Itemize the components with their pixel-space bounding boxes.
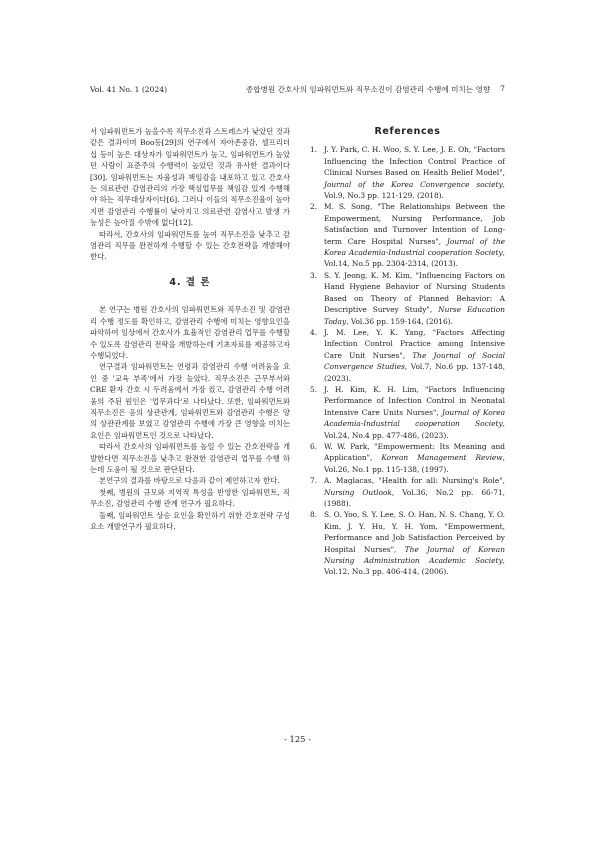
reference-text — [324, 509, 505, 577]
reference-journal: Journal of the Korea Academia-Industrial cooperation Society — [324, 236, 505, 258]
references-heading: References — [374, 126, 441, 137]
reference-text — [324, 270, 505, 327]
reference-item — [310, 441, 505, 475]
section-title-conclusion: 4. 결 론 — [169, 276, 211, 288]
reference-number: 4. — [310, 327, 318, 337]
body-paragraph: 둘째, 임파워먼트 상승 요인을 확인하기 위한 간호전략 구성 요소 개발연구가 필요하다. — [90, 510, 290, 531]
running-header — [90, 84, 505, 95]
reference-journal: The Journal of Social Convergence Studies — [324, 350, 505, 372]
reference-volume-pages: , Vol.7, No.6 pp. 137-148, (2023). — [324, 362, 505, 383]
reference-text — [324, 144, 505, 201]
reference-volume-pages: , Vol.26, No.1 pp. 115-138, (1997). — [324, 453, 505, 474]
reference-list — [310, 144, 505, 577]
reference-number: 2. — [310, 202, 318, 212]
header-title-group — [246, 84, 505, 95]
header-page-number: 7 — [500, 84, 505, 93]
reference-item — [310, 475, 505, 509]
reference-text — [324, 475, 505, 509]
body-paragraph: 서 임파워먼트가 높을수록 직무소진과 스트레스가 낮았던 것과 같은 결과이며 Boo등[29]의 연구에서 자아존중감, 셀프리더십 등이 높은 대상자가 임파워먼트가 높고, 임파워먼트가 높았던 사람이 표준주의 수행력이 높았던 것과 유사한 결과이다[30]. 임파워먼트는 자율성과 책임감을 내포하고 있고 간호사는 의료관련 감염관리의 가장 핵심업무를 책임감 있게 수행해야 하는 직무대상자이다[6]. 그러나 이들의 직무소진율이 높아지면 감염관리 수행률이 낮아지고 의료관련 감염사고 발생 가능성은 높아질 수밖에 없다[12]. — [90, 127, 290, 228]
reference-text — [324, 384, 505, 441]
reference-authors-title: J. Y. Park, C. H. Woo, S. Y. Lee, J. E. Oh, "Factors Influencing the Infection Control Practice of Clinical Nurses Based on Health Belief Model", — [324, 145, 505, 178]
page-footer-number: - 125 - — [284, 734, 311, 744]
body-paragraph: 따라서 간호사의 임파워먼트를 높일 수 있는 간호전략을 개발한다면 직무소진을 낮추고 완전한 감염관리 업무를 수행 하는데 도움이 될 것으로 판단된다. — [90, 442, 290, 474]
references-column — [310, 126, 505, 578]
running-title: 종합병원 간호사의 임파워먼트와 직무소진이 감염관리 수행에 미치는 영향 — [245, 85, 491, 94]
reference-number: 7. — [310, 476, 318, 486]
reference-journal: Korean Management Review — [381, 453, 503, 463]
reference-item — [310, 509, 505, 577]
body-paragraph: 본연구의 결과를 바탕으로 다음과 같이 제언하고자 한다. — [99, 476, 280, 486]
body-paragraph: 본 연구는 병원 간호사의 임파워먼트와 직무소진 및 감염관리 수행 정도를 확인하고, 감염관리 수행에 미치는 영향요인을 파악하여 임상에서 간호사가 효율적인 감염관리 업무를 수행할 수 있도록 감염관리 전략을 개발하는데 기초자료를 제공하고자 수행되었다. — [90, 305, 290, 360]
reference-number: 6. — [310, 441, 318, 451]
reference-volume-pages: , Vol.36, No.2 pp. 66-71, (1988). — [324, 487, 505, 508]
reference-number: 5. — [310, 384, 318, 394]
reference-authors-title: M. S. Song, "The Relationships Between the Empowerment, Nursing Performance, Job Satisfaction and Turnover Intention of Long-term Care Hospital Nurses", — [324, 202, 505, 246]
reference-journal: Journal of Korea Academia-Industrial cooperation Society — [324, 407, 505, 429]
reference-authors-title: W. W. Park, "Empowerment: Its Meaning and Application", — [324, 441, 505, 463]
reference-item — [310, 327, 505, 384]
reference-number: 3. — [310, 270, 318, 280]
reference-item — [310, 270, 505, 327]
reference-volume-pages: , Vol.12, No.3 pp. 406-414, (2006). — [324, 556, 505, 577]
reference-number: 1. — [310, 145, 318, 155]
reference-journal: Nurse Education Today — [324, 305, 505, 326]
left-column — [90, 126, 290, 532]
volume-info: Vol. 41 No. 1 (2024) — [90, 85, 168, 94]
reference-volume-pages: , Vol.9, No.3 pp. 121-129, (2018). — [324, 179, 505, 201]
reference-text — [324, 441, 505, 475]
reference-number: 8. — [310, 510, 318, 520]
reference-text — [324, 327, 505, 384]
reference-volume-pages: , Vol.14, No.5 pp. 2304-2314, (2013). — [324, 248, 505, 269]
reference-authors-title: J. M. Lee, Y. K. Yang, "Factors Affecting Infection Control Practice among Intensive Care Unit Nurses", — [324, 327, 505, 360]
body-paragraph: 따라서, 간호사의 임파워먼트를 높여 직무소진을 낮추고 감염관리 직무를 완전하게 수행할 수 있는 간호전략을 개발해야 한다. — [90, 229, 290, 262]
reference-authors-title: S. Y. Jeong, K. M. Kim, "Influencing Factors on Hand Hygiene Behavior of Nursing Students Based on Theory of Planned Behavior: A Descriptive Survey Study", — [324, 270, 505, 315]
reference-item — [310, 384, 505, 441]
body-paragraph: 연구결과 임파워먼트는 연령과 감염관리 수행 어려움을 요인 중 '교육 부족'에서 가장 높았다. 직무소진은 근무부서와 CRE 환자 간호 시 두려움에서 가장 컸고, 감염관리 수행 어려움의 주된 원인은 '업무과다'로 나타났다. 또한, 임파워먼트와 직무소진은 음의 상관관계, 임파워먼트와 감염관리 수행은 양의 상관관계를 보였고 감염관리 수행에 가장 큰 영향을 미치는 요인은 임파워먼트인 것으로 나타났다. — [90, 362, 290, 440]
reference-text — [324, 201, 505, 269]
reference-authors-title: A. Maglacas, "Health for all: Nursing's Role", — [324, 476, 505, 486]
reference-journal: The Journal of Korean Nursing Administration Academic Society — [324, 544, 505, 566]
reference-volume-pages: , Vol.36 pp. 159-164, (2016). — [346, 316, 453, 326]
reference-item — [310, 201, 505, 269]
reference-volume-pages: , Vol.24, No.4 pp. 477-486, (2023). — [324, 419, 505, 440]
reference-authors-title: J. H. Kim, K. H. Lim, "Factors Influencing Performance of Infection Control in Neonatal Intensive Care Units Nurses", — [324, 384, 505, 417]
reference-journal: Journal of the Korea Convergence society — [324, 179, 503, 189]
reference-journal: Nursing Outlook — [324, 487, 392, 497]
body-paragraph: 첫째, 병원의 규모와 지역적 특성을 반영한 임파워먼트, 직무소진, 감염관리 수행 관계 연구가 필요하다. — [90, 487, 290, 509]
reference-authors-title: S. O. Yoo, S. Y. Lee, S. O. Han, N. S. Chang, Y. O. Kim, J. Y. Hu, Y. H. Yom, "Empowerment, Performance and Job Satisfaction Perceived by Hospital Nurses", — [324, 510, 505, 554]
reference-item — [310, 144, 505, 201]
